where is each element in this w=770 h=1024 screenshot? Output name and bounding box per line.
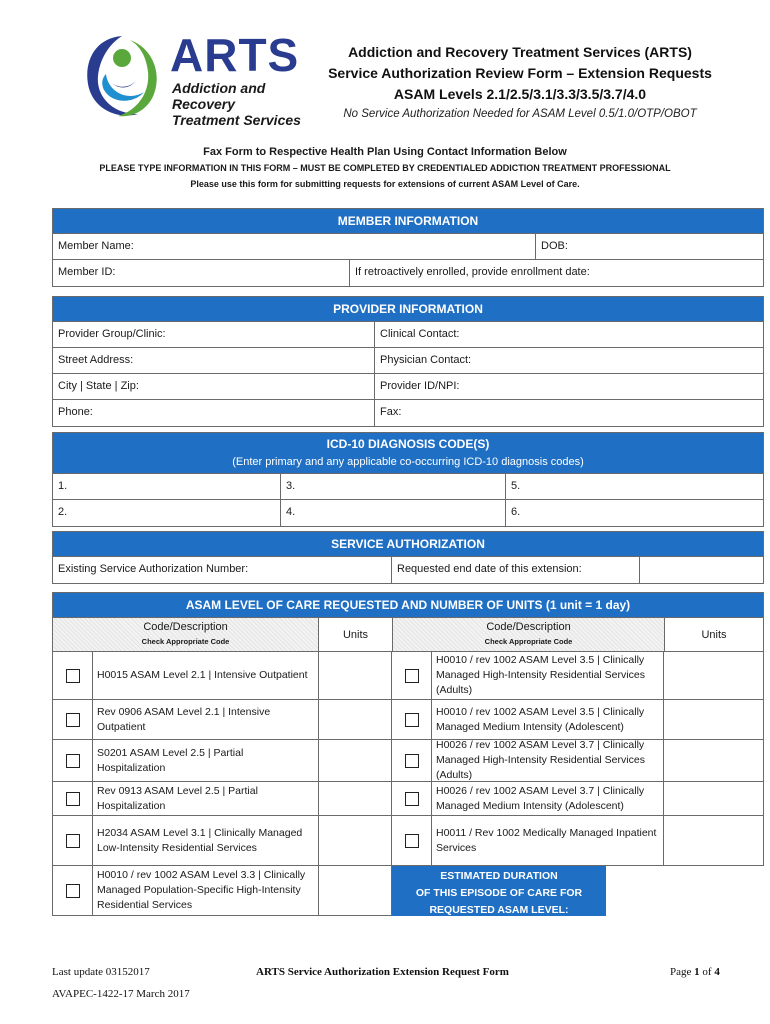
item-label: H0010 / rev 1002 ASAM Level 3.5 | Clinically Managed Medium Intensity (Adolescent) [432, 700, 664, 739]
header-title-1: Addiction and Recovery Treatment Services (ARTS) [348, 44, 692, 60]
list-item [52, 700, 392, 740]
icd-row-2 [53, 500, 763, 526]
page-total: 4 [714, 966, 720, 978]
icd-code-6[interactable]: 6. [511, 506, 521, 518]
type-instruction: PLEASE TYPE INFORMATION IN THIS FORM – MUST BE COMPLETED BY CREDENTIALED ADDICTION TREATMENT PROFESSIONAL [99, 163, 671, 173]
physician-contact-field[interactable]: Physician Contact: [380, 354, 472, 366]
icd-subtitle: (Enter primary and any applicable co-occurring ICD-10 diagnosis codes) [232, 456, 584, 468]
header-note: No Service Authorization Needed for ASAM Level 0.5/1.0/OTP/OBOT [343, 108, 697, 120]
page-number [670, 966, 720, 978]
enrollment-date-field[interactable]: If retroactively enrolled, provide enrollment date: [355, 266, 590, 278]
provider-row-1 [53, 322, 763, 348]
page-prefix: Page [670, 966, 695, 978]
icd-code-4[interactable]: 4. [281, 500, 506, 526]
checkbox-h0015[interactable] [66, 669, 80, 683]
clinical-contact-field[interactable]: Clinical Contact: [380, 328, 460, 340]
item-label: H0010 / rev 1002 ASAM Level 3.3 | Clinically Managed Population-Specific High-Intensity Residential Services [93, 866, 319, 915]
logo-title: ARTS [170, 29, 300, 81]
item-label: S0201 ASAM Level 2.5 | Partial Hospitalization [93, 740, 319, 781]
left-check-label: Check Appropriate Code [141, 637, 230, 646]
provider-section-title: PROVIDER INFORMATION [53, 297, 763, 322]
member-row-2 [53, 260, 763, 286]
city-state-zip-field[interactable]: City | State | Zip: [53, 374, 375, 399]
existing-authorization-field[interactable]: Existing Service Authorization Number: [53, 557, 392, 583]
member-information-table [52, 208, 764, 287]
icd-section-title [53, 433, 763, 474]
icd10-table [52, 432, 764, 527]
icd-code-2[interactable]: 2. [53, 500, 281, 526]
header-title-2: Service Authorization Review Form – Extension Requests [328, 65, 712, 81]
checkbox-h0010-3-3[interactable] [66, 884, 80, 898]
item-label: H0010 / rev 1002 ASAM Level 3.5 | Clinically Managed High-Intensity Residential Services (Adults) [432, 652, 664, 699]
units-input[interactable] [664, 700, 763, 739]
estimated-duration-input[interactable] [606, 866, 764, 916]
requested-end-date-field[interactable]: Requested end date of this extension: [392, 557, 640, 583]
units-input[interactable] [664, 782, 763, 815]
provider-group-field[interactable]: Provider Group/Clinic: [53, 322, 375, 347]
provider-row-2 [53, 348, 763, 374]
item-label: H0026 / rev 1002 ASAM Level 3.7 | Clinically Managed Medium Intensity (Adolescent) [432, 782, 664, 815]
fax-instruction: Fax Form to Respective Health Plan Using Contact Information Below [203, 146, 567, 158]
list-item [392, 740, 764, 782]
estimated-line-2: OF THIS EPISODE OF CARE FOR [415, 887, 583, 899]
service-authorization-table [52, 531, 764, 584]
left-code-header [53, 618, 319, 651]
checkbox-h0026-3-7-adult[interactable] [405, 754, 419, 768]
left-units-header: Units [319, 618, 393, 651]
icd-code-5[interactable]: 5. [511, 480, 521, 492]
estimated-line-3: REQUESTED ASAM LEVEL: [429, 904, 569, 916]
provider-row-4 [53, 400, 763, 426]
units-input[interactable] [664, 652, 763, 699]
units-input[interactable] [664, 816, 763, 865]
use-instruction: Please use this form for submitting requests for extensions of current ASAM Level of Care. [190, 179, 580, 189]
form-header [320, 42, 720, 123]
item-label: Rev 0913 ASAM Level 2.5 | Partial Hospitalization [93, 782, 319, 815]
estimated-duration-label [392, 866, 606, 916]
icd-code-1[interactable]: 1. [53, 474, 281, 499]
item-label: Rev 0906 ASAM Level 2.1 | Intensive Outpatient [93, 700, 319, 739]
last-update: Last update 03152017 [52, 966, 150, 978]
list-item [52, 816, 392, 866]
checkbox-h0011[interactable] [405, 834, 419, 848]
page-current: 1 [694, 966, 700, 978]
instructions [0, 144, 770, 192]
logo-line-1: Addiction and Recovery [172, 80, 266, 112]
item-label: H2034 ASAM Level 3.1 | Clinically Managed Low-Intensity Residential Services [93, 816, 319, 865]
page-of: of [699, 966, 715, 978]
list-item [52, 782, 392, 816]
units-input[interactable] [319, 740, 391, 781]
checkbox-h0010-3-5-adult[interactable] [405, 669, 419, 683]
estimated-line-1: ESTIMATED DURATION [440, 870, 558, 882]
units-input[interactable] [319, 652, 391, 699]
footer-form-title: ARTS Service Authorization Extension Request Form [256, 966, 509, 978]
list-item [392, 700, 764, 740]
list-item [392, 652, 764, 700]
header-title-3: ASAM Levels 2.1/2.5/3.1/3.3/3.5/3.7/4.0 [393, 86, 647, 102]
checkbox-rev0906[interactable] [66, 713, 80, 727]
list-item [52, 866, 392, 916]
form-code: AVAPEC-1422-17 March 2017 [52, 988, 190, 1000]
list-item [392, 816, 764, 866]
units-input[interactable] [319, 782, 391, 815]
left-code-desc-label: Code/Description [143, 621, 228, 633]
checkbox-h2034[interactable] [66, 834, 80, 848]
asam-section-title: ASAM LEVEL OF CARE REQUESTED AND NUMBER OF UNITS (1 unit = 1 day) [52, 592, 764, 618]
icd-title: ICD-10 DIAGNOSIS CODE(S) [326, 437, 490, 451]
icd-row-1 [53, 474, 763, 500]
right-check-label: Check Appropriate Code [484, 637, 573, 646]
provider-row-3 [53, 374, 763, 400]
member-row-1 [53, 234, 763, 260]
checkbox-h0010-3-5-adolescent[interactable] [405, 713, 419, 727]
icd-code-3[interactable]: 3. [281, 474, 506, 499]
units-input[interactable] [319, 700, 391, 739]
list-item [392, 782, 764, 816]
logo-subtitle [172, 80, 322, 128]
arts-logo [82, 29, 322, 128]
item-label: H0026 / rev 1002 ASAM Level 3.7 | Clinically Managed High-Intensity Residential Services (Adults) [432, 740, 664, 781]
provider-information-table [52, 296, 764, 427]
requested-end-date-value[interactable] [640, 557, 763, 583]
provider-npi-field[interactable]: Provider ID/NPI: [380, 380, 460, 392]
street-address-field[interactable]: Street Address: [53, 348, 375, 373]
right-code-header [393, 618, 665, 651]
asam-level-table [52, 592, 764, 652]
checkbox-h0026-3-7-adolescent[interactable] [405, 792, 419, 806]
item-label: H0011 / Rev 1002 Medically Managed Inpatient Services [432, 816, 664, 865]
list-item [52, 652, 392, 700]
units-input[interactable] [319, 816, 391, 865]
member-name-field[interactable]: Member Name: [53, 234, 536, 259]
service-section-title: SERVICE AUTHORIZATION [53, 532, 763, 557]
right-units-header: Units [701, 629, 727, 641]
right-code-desc-label: Code/Description [486, 621, 571, 633]
units-input[interactable] [319, 866, 391, 915]
dob-field[interactable]: DOB: [541, 240, 568, 252]
member-id-field[interactable]: Member ID: [53, 260, 350, 286]
checkbox-s0201[interactable] [66, 754, 80, 768]
list-item [52, 740, 392, 782]
arts-logo-mark-icon [82, 30, 164, 122]
fax-field[interactable]: Fax: [380, 406, 402, 418]
logo-line-2: Treatment Services [172, 112, 301, 128]
units-input[interactable] [664, 740, 763, 781]
checkbox-rev0913[interactable] [66, 792, 80, 806]
member-section-title: MEMBER INFORMATION [53, 209, 763, 234]
phone-field[interactable]: Phone: [53, 400, 375, 426]
service-row [53, 557, 763, 583]
item-label: H0015 ASAM Level 2.1 | Intensive Outpatient [93, 652, 319, 699]
asam-header-row [52, 618, 764, 652]
